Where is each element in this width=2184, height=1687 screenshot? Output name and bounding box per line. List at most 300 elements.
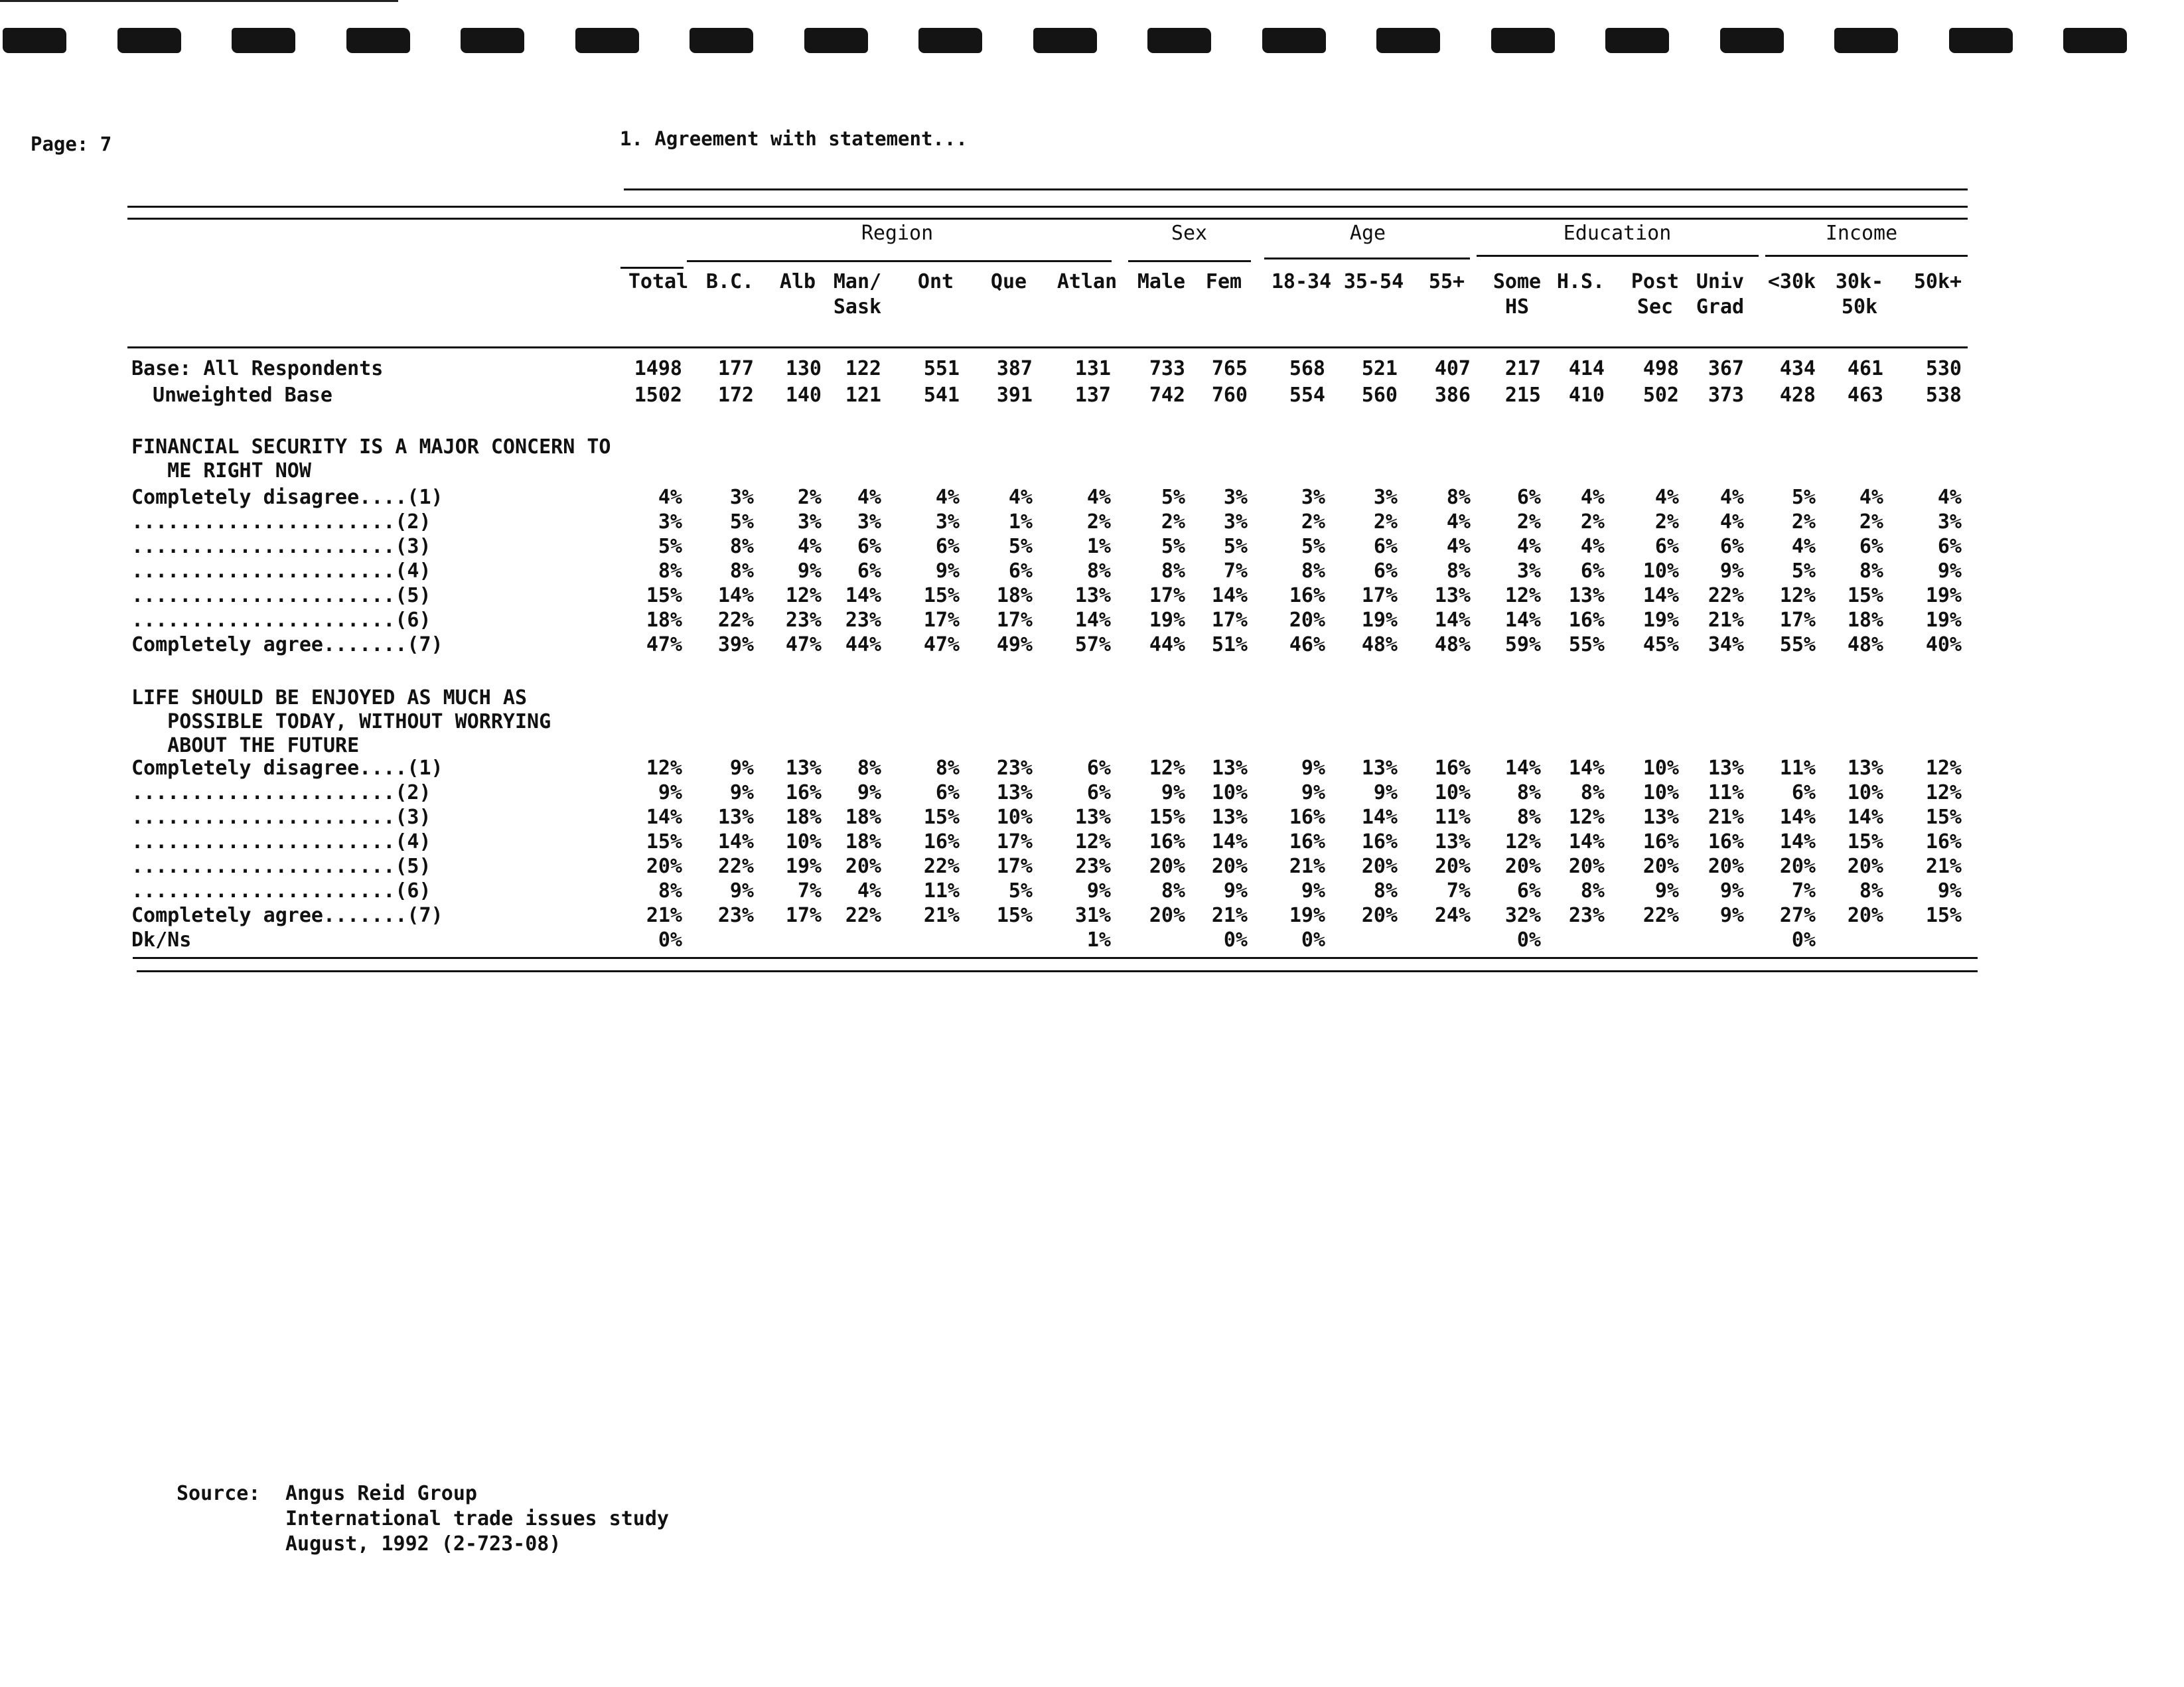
- column-header: [1407, 269, 1487, 295]
- feed-hole: [690, 28, 753, 53]
- column-header: [1898, 269, 1978, 295]
- data-cell: 8%: [1373, 879, 1398, 903]
- data-cell: 9%: [1301, 879, 1325, 903]
- data-cell: 19%: [1361, 609, 1398, 632]
- data-cell: 434: [1779, 357, 1816, 380]
- data-cell: 21%: [646, 904, 682, 927]
- source-line-3: August, 1992 (2-723-08): [285, 1532, 561, 1556]
- feed-hole: [1262, 28, 1326, 53]
- data-cell: 551: [923, 357, 960, 380]
- feed-hole: [1605, 28, 1669, 53]
- source-line-1: Angus Reid Group: [285, 1482, 477, 1505]
- age-underline: [1264, 257, 1470, 259]
- data-cell: 15%: [1925, 904, 1962, 927]
- column-header-line: 50k: [1841, 295, 1878, 319]
- data-cell: 21%: [1925, 855, 1962, 878]
- data-cell: 387: [996, 357, 1033, 380]
- row-label: ......................(6): [131, 879, 431, 903]
- data-cell: 1%: [1008, 510, 1033, 534]
- row-label: ......................(4): [131, 830, 431, 853]
- data-cell: 7%: [1791, 879, 1816, 903]
- data-cell: 9%: [1373, 781, 1398, 804]
- data-cell: 16%: [1434, 757, 1471, 780]
- page-title: 1. Agreement with statement...: [620, 127, 968, 150]
- data-cell: 122: [845, 357, 881, 380]
- data-cell: 760: [1211, 384, 1248, 407]
- data-cell: 410: [1568, 384, 1605, 407]
- row-label: ......................(4): [131, 559, 431, 583]
- data-cell: 3%: [1223, 486, 1248, 509]
- data-cell: 15%: [646, 584, 682, 607]
- data-cell: 57%: [1074, 633, 1111, 656]
- data-cell: 6%: [1086, 757, 1111, 780]
- row-label: ......................(2): [131, 510, 431, 534]
- data-cell: 8%: [1446, 559, 1471, 583]
- data-cell: 21%: [1289, 855, 1325, 878]
- data-cell: 8%: [658, 559, 682, 583]
- feed-hole: [1834, 28, 1898, 53]
- data-cell: 14%: [1504, 609, 1541, 632]
- data-cell: 8%: [729, 559, 754, 583]
- data-cell: 8%: [1516, 806, 1541, 829]
- data-cell: 24%: [1434, 904, 1471, 927]
- data-cell: 47%: [785, 633, 822, 656]
- column-header-line: Some: [1492, 270, 1542, 293]
- data-cell: 9%: [1161, 781, 1185, 804]
- data-cell: 172: [717, 384, 754, 407]
- data-cell: 12%: [1925, 757, 1962, 780]
- data-cell: 4%: [1580, 535, 1605, 558]
- section-title-line: ABOUT THE FUTURE: [131, 734, 360, 757]
- data-cell: 11%: [1434, 806, 1471, 829]
- column-header-line: Que: [990, 270, 1027, 293]
- data-cell: 20%: [1149, 855, 1185, 878]
- feed-hole: [346, 28, 410, 53]
- region-underline: [687, 260, 1112, 262]
- data-cell: 23%: [1074, 855, 1111, 878]
- data-cell: 14%: [1074, 609, 1111, 632]
- data-cell: 4%: [1008, 486, 1033, 509]
- data-cell: 4%: [935, 486, 960, 509]
- data-cell: 4%: [1791, 535, 1816, 558]
- data-cell: 27%: [1779, 904, 1816, 927]
- data-cell: 19%: [1642, 609, 1679, 632]
- data-cell: 12%: [785, 584, 822, 607]
- data-cell: 16%: [1149, 830, 1185, 853]
- data-cell: 14%: [1568, 757, 1605, 780]
- column-header: [1541, 269, 1621, 295]
- data-cell: 498: [1642, 357, 1679, 380]
- data-cell: 0%: [1791, 928, 1816, 952]
- data-cell: 17%: [1779, 609, 1816, 632]
- data-cell: 18%: [845, 830, 881, 853]
- data-cell: 9%: [1719, 879, 1744, 903]
- data-cell: 13%: [1642, 806, 1679, 829]
- data-cell: 20%: [845, 855, 881, 878]
- data-cell: 5%: [658, 535, 682, 558]
- data-cell: 20%: [1361, 855, 1398, 878]
- data-cell: 12%: [1504, 584, 1541, 607]
- data-cell: 7%: [797, 879, 822, 903]
- data-cell: 15%: [1847, 830, 1883, 853]
- data-cell: 13%: [1847, 757, 1883, 780]
- data-cell: 15%: [923, 584, 960, 607]
- data-cell: 4%: [1580, 486, 1605, 509]
- data-cell: 4%: [1446, 510, 1471, 534]
- data-cell: 20%: [1847, 904, 1883, 927]
- data-cell: 5%: [1161, 486, 1185, 509]
- column-header: [896, 269, 976, 295]
- data-cell: 17%: [1361, 584, 1398, 607]
- data-cell: 44%: [845, 633, 881, 656]
- income-underline: [1765, 255, 1968, 257]
- column-header-line: Grad: [1696, 295, 1745, 319]
- data-cell: 22%: [1708, 584, 1744, 607]
- table-top-rule-1: [624, 188, 1968, 190]
- column-header-line: Fem: [1205, 270, 1242, 293]
- data-cell: 177: [717, 357, 754, 380]
- data-cell: 6%: [1654, 535, 1679, 558]
- data-cell: 17%: [996, 855, 1033, 878]
- data-cell: 463: [1847, 384, 1883, 407]
- data-cell: 55%: [1568, 633, 1605, 656]
- column-header-line: H.S.: [1556, 270, 1605, 293]
- data-cell: 13%: [1211, 757, 1248, 780]
- data-cell: 16%: [1925, 830, 1962, 853]
- data-cell: 14%: [1211, 830, 1248, 853]
- data-cell: 20%: [1568, 855, 1605, 878]
- data-cell: 22%: [845, 904, 881, 927]
- data-cell: 10%: [1847, 781, 1883, 804]
- data-cell: 2%: [1859, 510, 1883, 534]
- data-cell: 32%: [1504, 904, 1541, 927]
- data-cell: 9%: [1086, 879, 1111, 903]
- section-title-line: POSSIBLE TODAY, WITHOUT WORRYING: [131, 710, 551, 733]
- data-cell: 14%: [1434, 609, 1471, 632]
- data-cell: 733: [1149, 357, 1185, 380]
- data-cell: 40%: [1925, 633, 1962, 656]
- data-cell: 23%: [845, 609, 881, 632]
- data-cell: 9%: [1301, 757, 1325, 780]
- tractor-feed-holes: [0, 28, 2184, 61]
- data-cell: 18%: [996, 584, 1033, 607]
- data-cell: 20%: [1504, 855, 1541, 878]
- data-cell: 19%: [1149, 609, 1185, 632]
- header-bottom-rule: [127, 346, 1968, 348]
- column-header-line: Sec: [1637, 295, 1674, 319]
- data-cell: 19%: [1289, 904, 1325, 927]
- column-header-line: Post: [1631, 270, 1680, 293]
- data-cell: 20%: [1149, 904, 1185, 927]
- feed-hole: [1376, 28, 1440, 53]
- data-cell: 8%: [1301, 559, 1325, 583]
- data-cell: 12%: [1779, 584, 1816, 607]
- source-label: Source:: [177, 1482, 261, 1505]
- data-cell: 13%: [1568, 584, 1605, 607]
- data-cell: 48%: [1361, 633, 1398, 656]
- data-cell: 6%: [1859, 535, 1883, 558]
- data-cell: 0%: [1516, 928, 1541, 952]
- feed-hole: [2063, 28, 2127, 53]
- column-header: [1184, 269, 1264, 295]
- data-cell: 18%: [845, 806, 881, 829]
- data-cell: 20%: [1434, 855, 1471, 878]
- data-cell: 21%: [923, 904, 960, 927]
- data-cell: 8%: [1086, 559, 1111, 583]
- feed-hole: [461, 28, 524, 53]
- data-cell: 9%: [658, 781, 682, 804]
- data-cell: 12%: [1568, 806, 1605, 829]
- data-cell: 765: [1211, 357, 1248, 380]
- row-label: Completely agree.......(7): [131, 633, 443, 656]
- data-cell: 14%: [1642, 584, 1679, 607]
- data-cell: 9%: [729, 781, 754, 804]
- column-header: [1334, 269, 1414, 295]
- data-cell: 45%: [1642, 633, 1679, 656]
- section-title-line: LIFE SHOULD BE ENJOYED AS MUCH AS: [131, 686, 528, 709]
- data-cell: 13%: [1211, 806, 1248, 829]
- row-label: ......................(2): [131, 781, 431, 804]
- data-cell: 47%: [923, 633, 960, 656]
- group-header-education: Education: [1563, 222, 1672, 245]
- data-cell: 0%: [1223, 928, 1248, 952]
- data-cell: 4%: [1719, 486, 1744, 509]
- data-cell: 49%: [996, 633, 1033, 656]
- data-cell: 538: [1925, 384, 1962, 407]
- table-bottom-rule-1: [133, 957, 1978, 959]
- data-cell: 131: [1074, 357, 1111, 380]
- data-cell: 4%: [857, 879, 881, 903]
- data-cell: 20%: [1642, 855, 1679, 878]
- data-cell: 9%: [1301, 781, 1325, 804]
- data-cell: 21%: [1211, 904, 1248, 927]
- data-cell: 15%: [1847, 584, 1883, 607]
- data-cell: 6%: [1373, 535, 1398, 558]
- sex-underline: [1128, 260, 1251, 262]
- data-cell: 5%: [1223, 535, 1248, 558]
- column-header: [1047, 269, 1127, 295]
- column-header-line: Atlan: [1056, 270, 1118, 293]
- column-header-line: 35-54: [1343, 270, 1404, 293]
- data-cell: 22%: [923, 855, 960, 878]
- data-cell: 59%: [1504, 633, 1541, 656]
- data-cell: 15%: [996, 904, 1033, 927]
- data-cell: 18%: [1847, 609, 1883, 632]
- data-cell: 8%: [1859, 559, 1883, 583]
- data-cell: 9%: [729, 757, 754, 780]
- column-header-line: Man/: [833, 270, 882, 293]
- data-cell: 15%: [1149, 806, 1185, 829]
- column-header-line: Total: [628, 270, 689, 293]
- column-header: [1820, 269, 1899, 320]
- data-cell: 19%: [1925, 584, 1962, 607]
- data-cell: 6%: [857, 535, 881, 558]
- data-cell: 0%: [658, 928, 682, 952]
- data-cell: 8%: [1580, 879, 1605, 903]
- row-label: Completely disagree....(1): [131, 757, 443, 780]
- feed-hole: [3, 28, 66, 53]
- column-header: [969, 269, 1049, 295]
- data-cell: 10%: [1642, 757, 1679, 780]
- data-cell: 130: [785, 357, 822, 380]
- data-cell: 20%: [1847, 855, 1883, 878]
- data-cell: 16%: [1289, 584, 1325, 607]
- data-cell: 4%: [1719, 510, 1744, 534]
- data-cell: 6%: [1791, 781, 1816, 804]
- column-header-line: Univ: [1696, 270, 1745, 293]
- column-header-line: Ont: [917, 270, 954, 293]
- data-cell: 9%: [729, 879, 754, 903]
- group-header-region: Region: [861, 222, 934, 245]
- feed-hole: [918, 28, 982, 53]
- data-cell: 4%: [1937, 486, 1962, 509]
- data-cell: 16%: [1708, 830, 1744, 853]
- data-cell: 6%: [1937, 535, 1962, 558]
- data-cell: 16%: [785, 781, 822, 804]
- data-cell: 3%: [857, 510, 881, 534]
- data-cell: 14%: [1504, 757, 1541, 780]
- data-cell: 8%: [935, 757, 960, 780]
- data-cell: 3%: [729, 486, 754, 509]
- data-cell: 4%: [1859, 486, 1883, 509]
- column-header: [818, 269, 897, 320]
- row-label: ......................(5): [131, 584, 431, 607]
- data-cell: 16%: [1642, 830, 1679, 853]
- data-cell: 530: [1925, 357, 1962, 380]
- feed-hole: [1720, 28, 1784, 53]
- data-cell: 560: [1361, 384, 1398, 407]
- data-cell: 20%: [1779, 855, 1816, 878]
- data-cell: 12%: [646, 757, 682, 780]
- data-cell: 14%: [646, 806, 682, 829]
- data-cell: 6%: [935, 535, 960, 558]
- data-cell: 502: [1642, 384, 1679, 407]
- data-cell: 4%: [1654, 486, 1679, 509]
- data-cell: 3%: [658, 510, 682, 534]
- feed-hole: [232, 28, 295, 53]
- data-cell: 121: [845, 384, 881, 407]
- data-cell: 48%: [1847, 633, 1883, 656]
- data-cell: 22%: [1642, 904, 1679, 927]
- data-cell: 9%: [1937, 559, 1962, 583]
- table-bottom-rule-2: [137, 970, 1978, 972]
- data-cell: 461: [1847, 357, 1883, 380]
- data-cell: 11%: [1779, 757, 1816, 780]
- row-label: ......................(3): [131, 535, 431, 558]
- data-cell: 46%: [1289, 633, 1325, 656]
- data-cell: 18%: [646, 609, 682, 632]
- data-cell: 17%: [1211, 609, 1248, 632]
- data-cell: 47%: [646, 633, 682, 656]
- feed-hole: [575, 28, 639, 53]
- data-cell: 2%: [1161, 510, 1185, 534]
- row-label: ......................(3): [131, 806, 431, 829]
- education-underline: [1477, 255, 1759, 257]
- data-cell: 8%: [729, 535, 754, 558]
- data-cell: 9%: [935, 559, 960, 583]
- data-cell: 11%: [1708, 781, 1744, 804]
- data-cell: 2%: [797, 486, 822, 509]
- column-header-line: B.C.: [705, 270, 755, 293]
- data-cell: 10%: [1642, 781, 1679, 804]
- data-cell: 367: [1708, 357, 1744, 380]
- data-cell: 13%: [1708, 757, 1744, 780]
- data-cell: 9%: [1654, 879, 1679, 903]
- data-cell: 14%: [845, 584, 881, 607]
- data-cell: 17%: [996, 609, 1033, 632]
- data-cell: 5%: [1301, 535, 1325, 558]
- data-cell: 12%: [1504, 830, 1541, 853]
- data-cell: 8%: [857, 757, 881, 780]
- data-cell: 4%: [857, 486, 881, 509]
- data-cell: 16%: [923, 830, 960, 853]
- data-cell: 6%: [857, 559, 881, 583]
- data-cell: 22%: [717, 855, 754, 878]
- data-cell: 8%: [1446, 486, 1471, 509]
- data-cell: 2%: [1654, 510, 1679, 534]
- data-cell: 6%: [935, 781, 960, 804]
- data-cell: 13%: [717, 806, 754, 829]
- data-cell: 14%: [1779, 830, 1816, 853]
- column-header-line: 50k+: [1913, 270, 1962, 293]
- column-header-line: <30k: [1767, 270, 1816, 293]
- column-header-line: Sask: [833, 295, 882, 319]
- data-cell: 23%: [996, 757, 1033, 780]
- data-cell: 9%: [1719, 904, 1744, 927]
- data-cell: 4%: [658, 486, 682, 509]
- data-cell: 0%: [1301, 928, 1325, 952]
- data-cell: 5%: [1008, 535, 1033, 558]
- data-cell: 3%: [935, 510, 960, 534]
- data-cell: 2%: [1086, 510, 1111, 534]
- data-cell: 2%: [1373, 510, 1398, 534]
- data-cell: 1502: [634, 384, 682, 407]
- data-cell: 407: [1434, 357, 1471, 380]
- column-header-line: 55+: [1428, 270, 1465, 293]
- data-cell: 15%: [923, 806, 960, 829]
- data-cell: 137: [1074, 384, 1111, 407]
- data-cell: 554: [1289, 384, 1325, 407]
- data-cell: 3%: [1516, 559, 1541, 583]
- data-cell: 7%: [1446, 879, 1471, 903]
- table-top-rule-2: [127, 206, 1968, 208]
- base-row-label: Base: All Respondents: [131, 357, 384, 380]
- data-cell: 16%: [1289, 806, 1325, 829]
- data-cell: 742: [1149, 384, 1185, 407]
- data-cell: 8%: [1161, 559, 1185, 583]
- data-cell: 14%: [1568, 830, 1605, 853]
- data-cell: 6%: [1516, 879, 1541, 903]
- data-cell: 10%: [1434, 781, 1471, 804]
- data-cell: 5%: [1161, 535, 1185, 558]
- column-header-line: Male: [1137, 270, 1186, 293]
- data-cell: 4%: [1086, 486, 1111, 509]
- data-cell: 9%: [797, 559, 822, 583]
- data-cell: 3%: [1301, 486, 1325, 509]
- data-cell: 23%: [1568, 904, 1605, 927]
- data-cell: 6%: [1373, 559, 1398, 583]
- data-cell: 568: [1289, 357, 1325, 380]
- data-cell: 14%: [1779, 806, 1816, 829]
- data-cell: 12%: [1149, 757, 1185, 780]
- data-cell: 20%: [1708, 855, 1744, 878]
- column-header: [1262, 269, 1341, 295]
- total-underline: [620, 267, 684, 269]
- column-header-line: HS: [1504, 295, 1530, 319]
- feed-hole: [1033, 28, 1097, 53]
- data-cell: 14%: [717, 584, 754, 607]
- column-header: [619, 269, 698, 295]
